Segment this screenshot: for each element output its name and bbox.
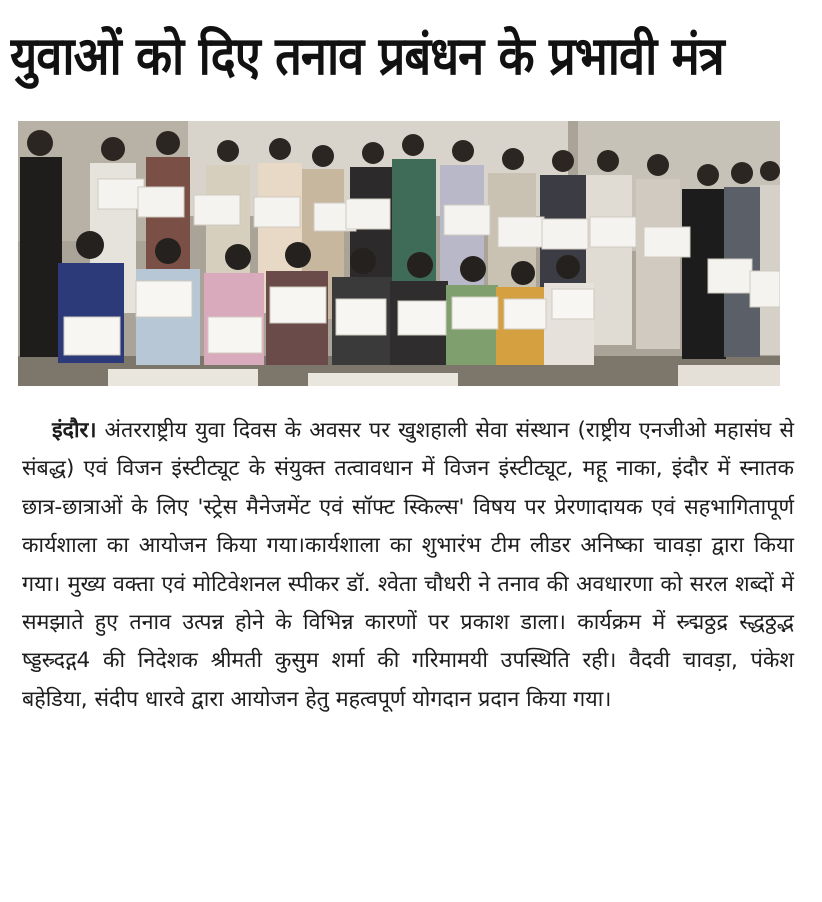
dateline: इंदौर। <box>52 418 97 443</box>
headline: युवाओं को दिए तनाव प्रबंधन के प्रभावी मंत्र <box>10 25 724 88</box>
group-photo-illustration <box>18 121 780 386</box>
article-body <box>22 412 794 719</box>
article-text: अंतरराष्ट्रीय युवा दिवस के अवसर पर खुशहाली सेवा संस्थान (राष्ट्रीय एनजीओ महासंघ से संबद्ध) एवं विजन इंस्टीट्यूट के संयुक्त तत्वावधान में विजन इंस्टीट्यूट, महू नाका, इंदौर में स्नातक छात्र-छात्राओं के लिए 'स्ट्रेस मैनेजमेंट एवं सॉफ्ट स्किल्स' विषय पर प्रेरणादायक एवं सहभागितापूर्ण कार्यशाला का आयोजन किया गया।कार्यशाला का शुभारंभ टीम लीडर अनिष्का चावड़ा द्वारा किया गया। मुख्य वक्ता एवं मोटिवेशनल स्पीकर डॉ. श्वेता चौधरी ने तनाव की अवधारणा को सरल शब्दों में समझाते हुए तनाव उत्पन्न होने के विभिन्न कारणों पर प्रकाश डाला। कार्यक्रम में स्र्द्मठ्ठद्र स्द्धठ्ठद्भ ष्ड्डस्र्दद्ग4 की निदेशक श्रीमती कुसुम शर्मा की गरिमामयी उपस्थिति रही। वैदवी चावड़ा, पंकेश बहेडिया, संदीप धारवे द्वारा आयोजन हेतु महत्वपूर्ण योगदान प्रदान किया गया। <box>22 418 794 712</box>
news-photo <box>18 121 780 386</box>
